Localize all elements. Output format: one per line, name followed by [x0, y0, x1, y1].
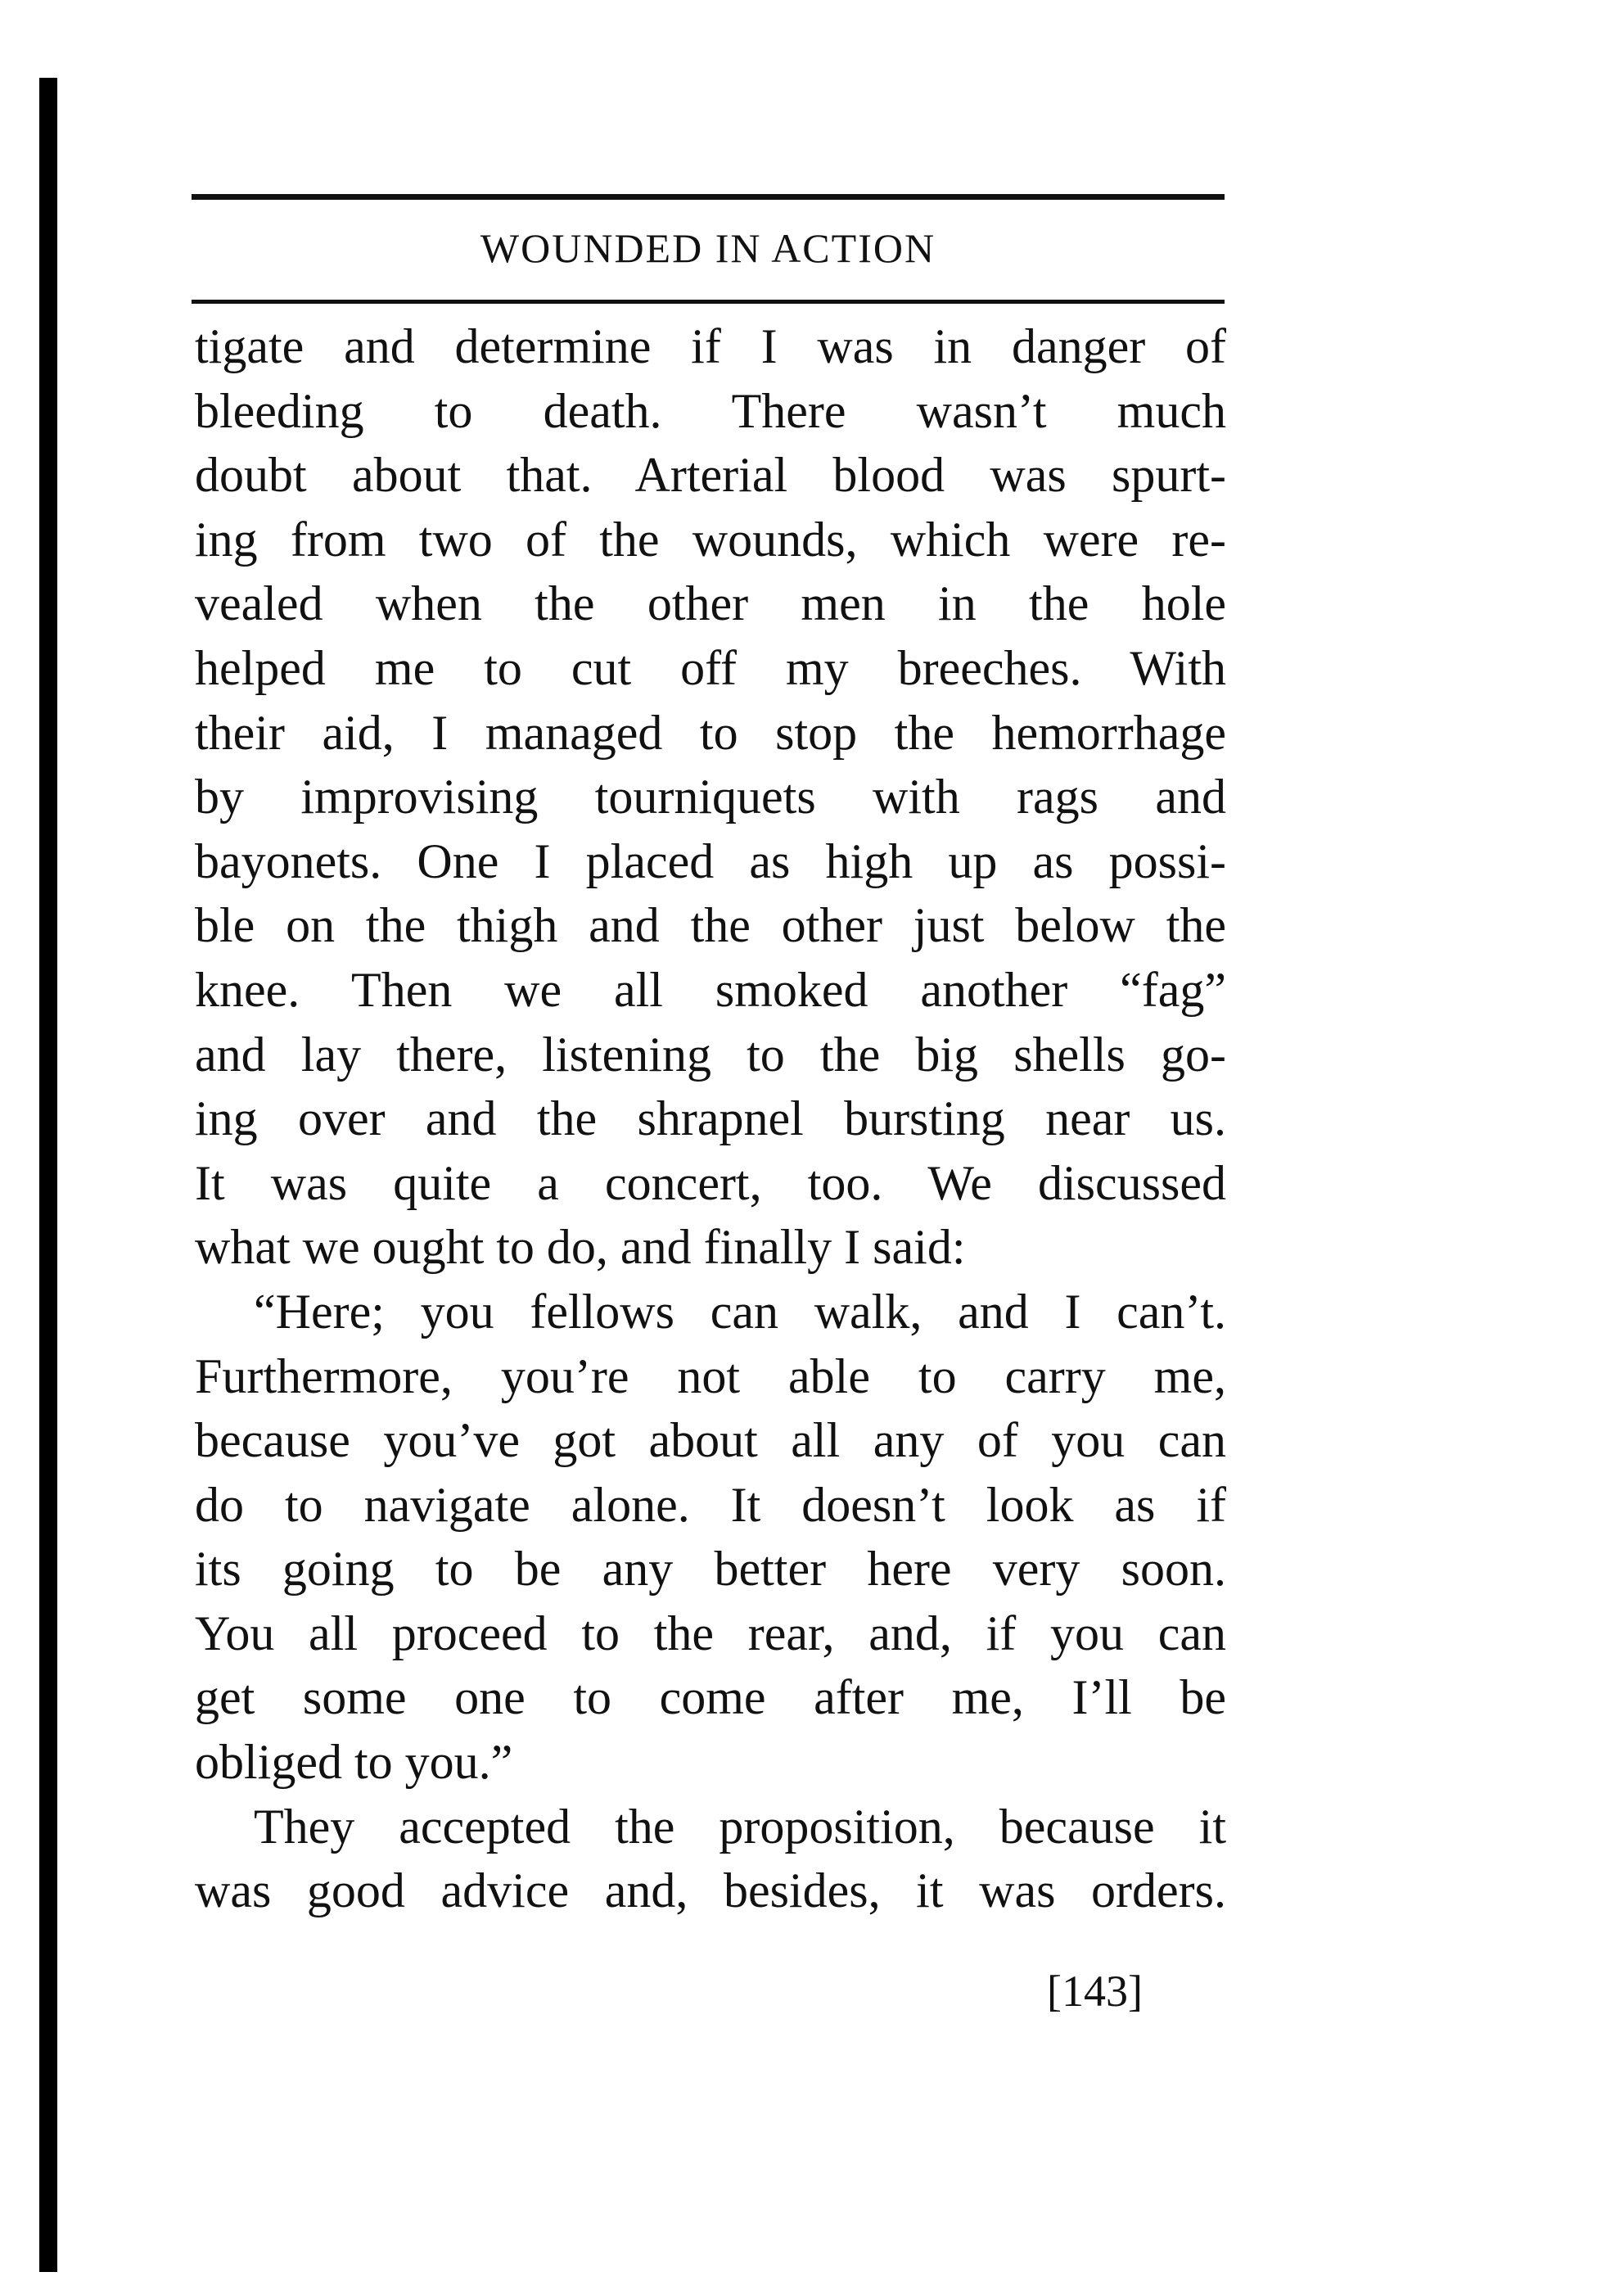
- text-line: do to navigate alone. It doesn’t look as if: [195, 1477, 1226, 1532]
- text-line: and lay there, listening to the big shells go-: [195, 1027, 1226, 1082]
- text-line: bleeding to death. There wasn’t much: [195, 383, 1226, 438]
- text-line: helped me to cut off my breeches. With: [195, 640, 1226, 695]
- running-head: WOUNDED IN ACTION: [480, 225, 936, 271]
- header-rule-top: [192, 194, 1225, 200]
- text-line: was good advice and, besides, it was orders.: [195, 1863, 1226, 1918]
- text-line: It was quite a concert, too. We discussed: [195, 1155, 1226, 1210]
- text-line: “Here; you fellows can walk, and I can’t.: [254, 1284, 1226, 1339]
- text-line: bayonets. One I placed as high up as possi-: [195, 833, 1226, 888]
- text-line: doubt about that. Arterial blood was spurt-: [195, 448, 1226, 503]
- text-line: tigate and determine if I was in danger of: [195, 319, 1226, 373]
- text-line: Furthermore, you’re not able to carry me,: [195, 1348, 1226, 1403]
- text-line: ing over and the shrapnel bursting near us.: [195, 1091, 1226, 1146]
- text-line: You all proceed to the rear, and, if you can: [195, 1606, 1226, 1660]
- text-line: obliged to you.”: [195, 1735, 513, 1790]
- text-line: get some one to come after me, I’ll be: [195, 1670, 1226, 1725]
- text-line: because you’ve got about all any of you can: [195, 1413, 1226, 1468]
- text-line: its going to be any better here very soon.: [195, 1542, 1226, 1597]
- scanned-page-edge: [39, 78, 57, 2272]
- body-text: [195, 314, 1226, 1923]
- text-line: their aid, I managed to stop the hemorrhage: [195, 705, 1226, 760]
- page-number: [143]: [1047, 1967, 1143, 2016]
- text-line: vealed when the other men in the hole: [195, 576, 1226, 631]
- text-line: They accepted the proposition, because it: [254, 1799, 1226, 1854]
- header-rule-bottom: [192, 300, 1225, 304]
- text-line: what we ought to do, and finally I said:: [195, 1220, 966, 1275]
- text-line: by improvising tourniquets with rags and: [195, 770, 1226, 824]
- text-line: ble on the thigh and the other just below the: [195, 898, 1226, 953]
- text-line: knee. Then we all smoked another “fag”: [195, 962, 1226, 1017]
- text-line: ing from two of the wounds, which were re-: [195, 512, 1226, 567]
